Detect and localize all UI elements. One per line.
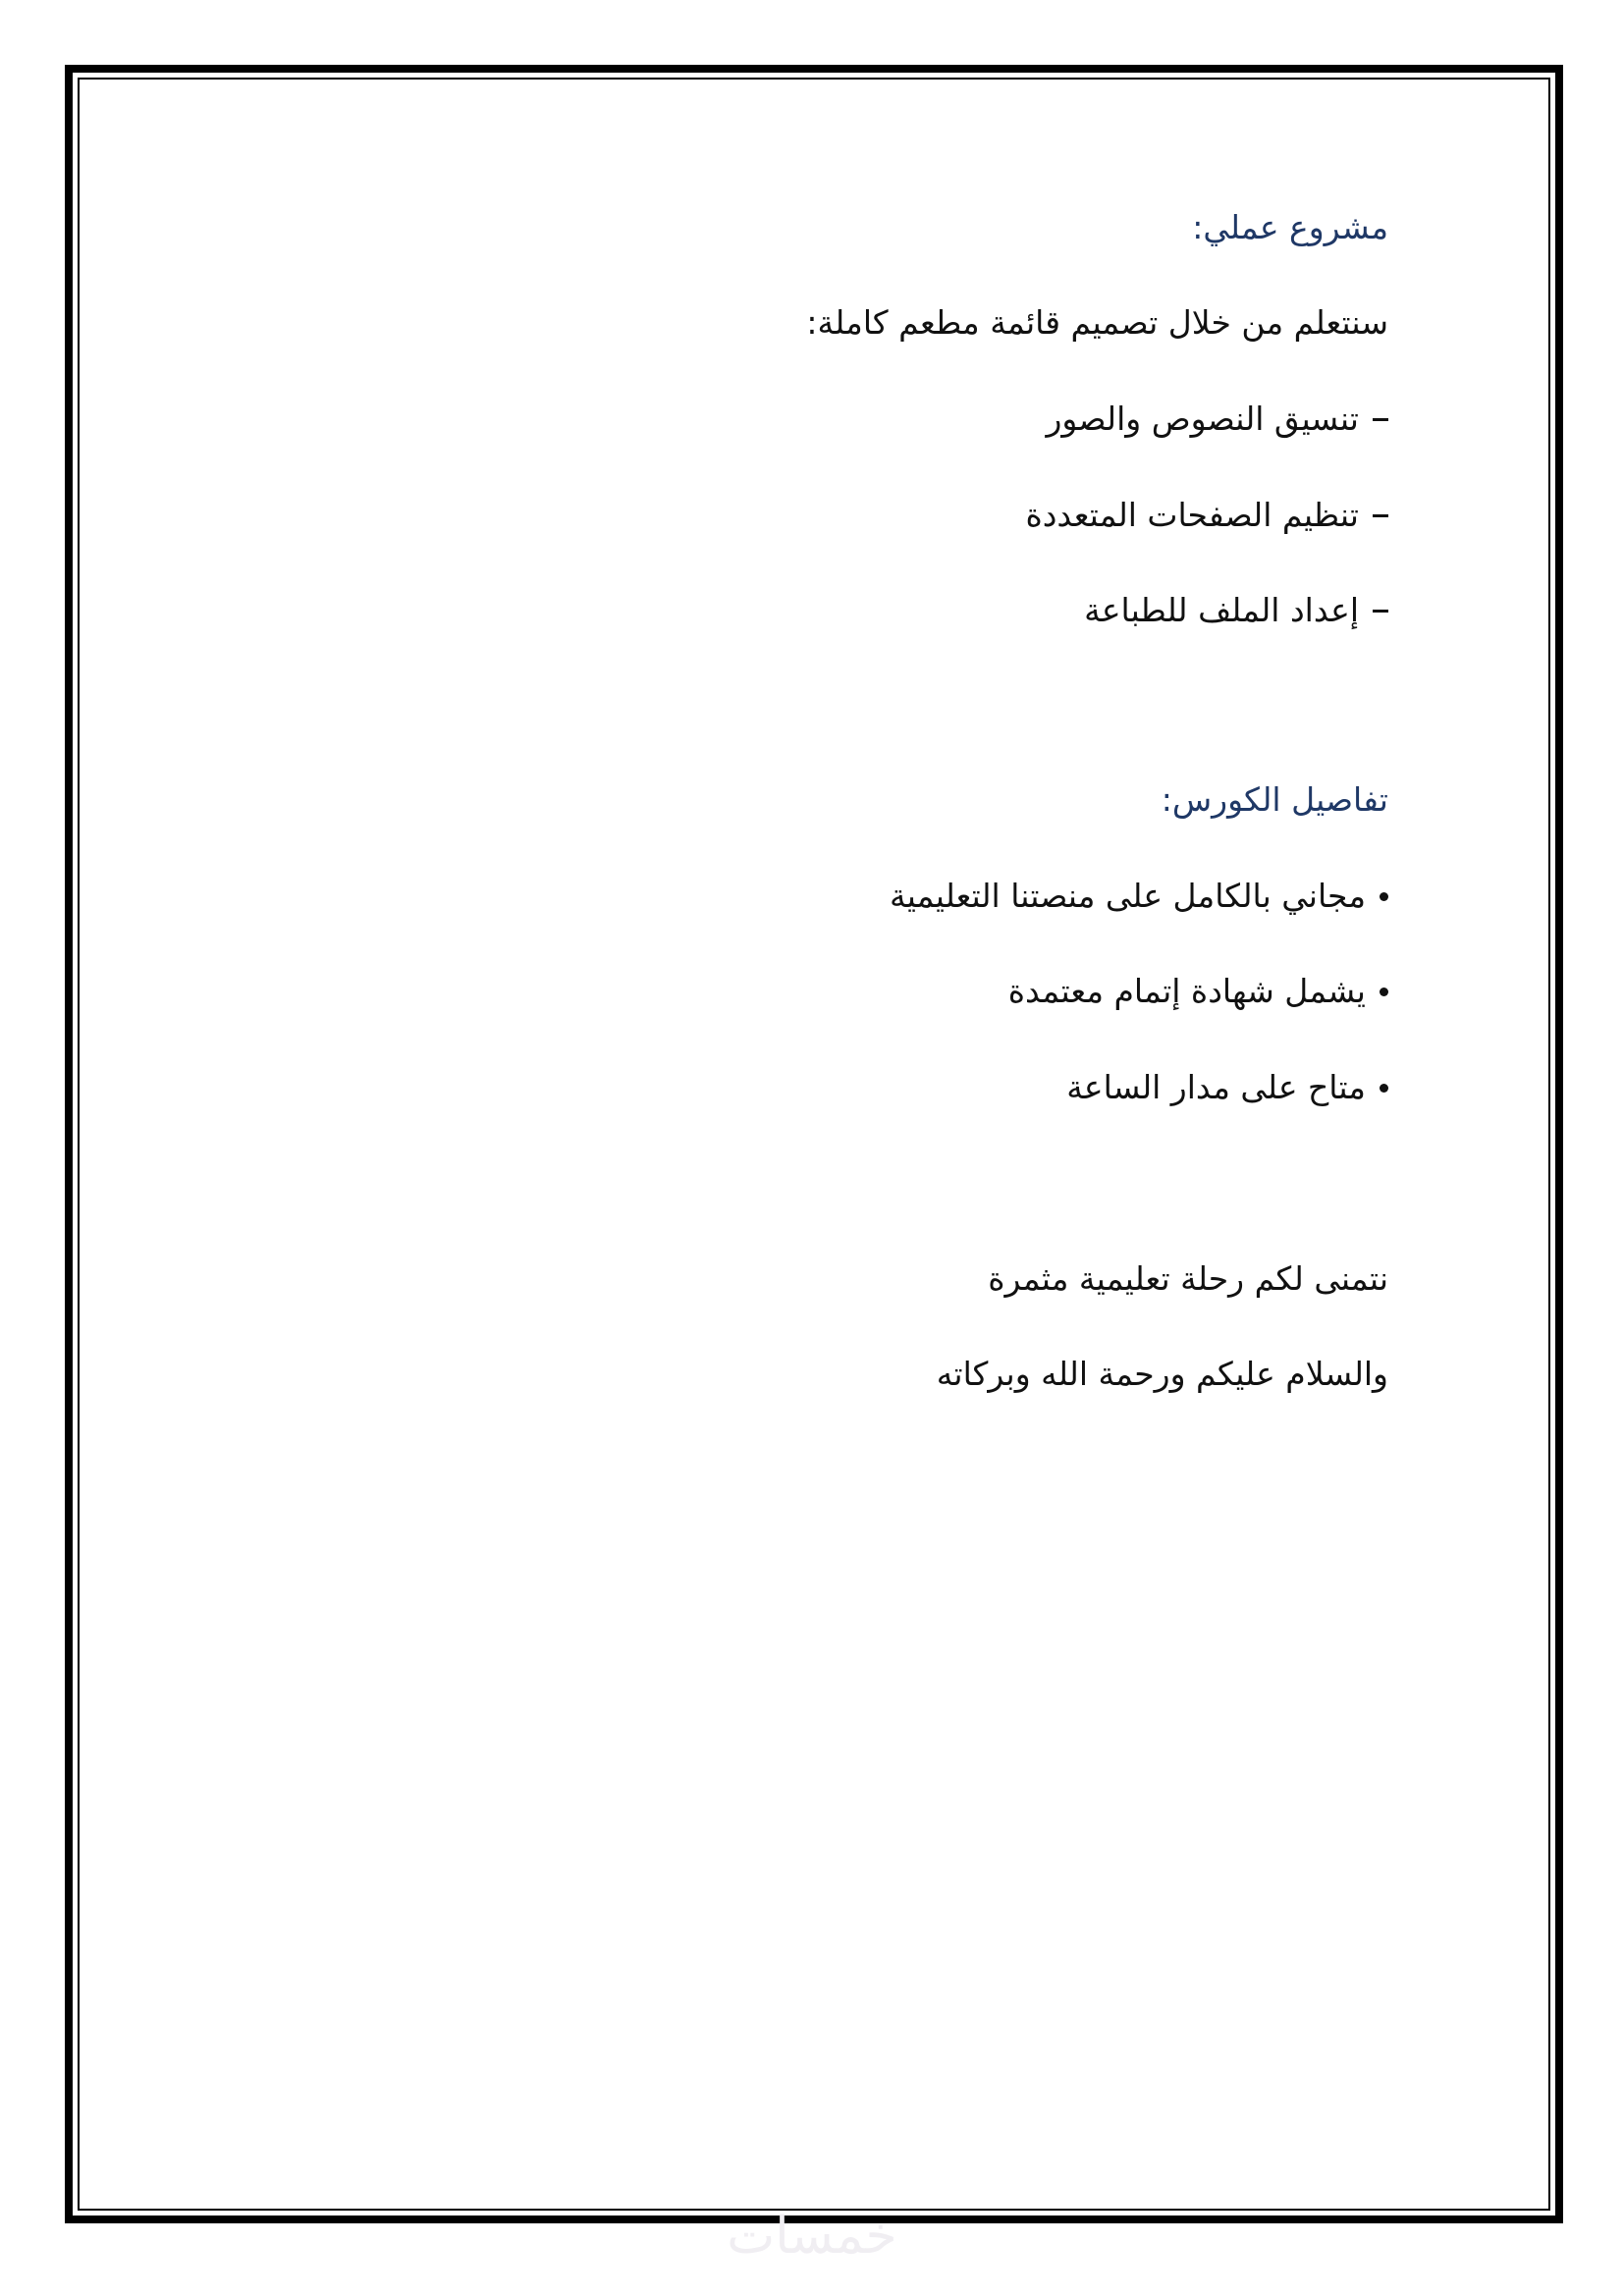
project-list-item [1025, 494, 1388, 537]
closing-greeting: والسلام عليكم ورحمة الله وبركاته [936, 1355, 1388, 1393]
project-list-item [1046, 398, 1388, 441]
bullet-icon [1380, 988, 1388, 996]
project-intro: سنتعلم من خلال تصميم قائمة مطعم كاملة: [806, 303, 1388, 342]
course-detail-item [1066, 1066, 1388, 1109]
project-list-item [1084, 589, 1388, 632]
course-detail-item [1008, 970, 1388, 1013]
closing-wish: نتمنى لكم رحلة تعليمية مثمرة [988, 1259, 1388, 1298]
dash-icon [1373, 418, 1388, 421]
course-detail-text: مجاني بالكامل على منصتنا التعليمية [890, 877, 1366, 915]
course-detail-text: متاح على مدار الساعة [1066, 1068, 1366, 1106]
project-item-text: تنظيم الصفحات المتعددة [1025, 496, 1359, 534]
dash-icon [1373, 610, 1388, 613]
project-heading: مشروع عملي: [1192, 208, 1388, 246]
course-details-heading: تفاصيل الكورس: [1161, 780, 1388, 819]
bullet-icon [1380, 1084, 1388, 1093]
course-detail-text: يشمل شهادة إتمام معتمدة [1007, 972, 1366, 1010]
dash-icon [1373, 514, 1388, 517]
bullet-icon [1380, 892, 1388, 901]
project-item-text: إعداد الملف للطباعة [1084, 591, 1359, 629]
project-item-text: تنسيق النصوص والصور [1046, 400, 1359, 438]
watermark-logo: خمسات [727, 2207, 897, 2266]
course-detail-item [890, 875, 1388, 918]
